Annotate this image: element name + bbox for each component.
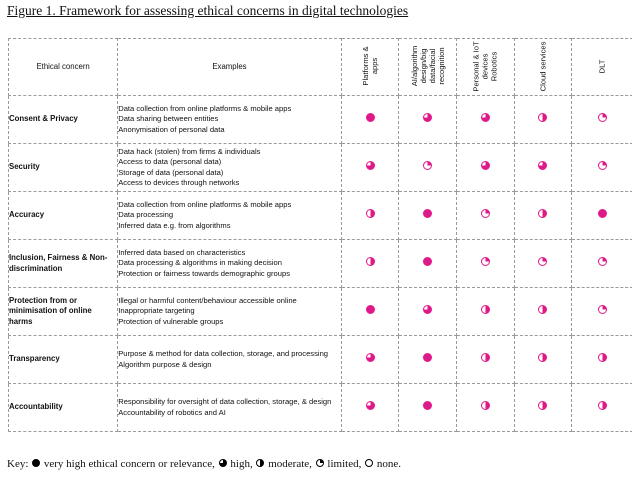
rating-cell — [572, 144, 632, 192]
key-label: Key: — [7, 458, 29, 470]
rating-limited-icon — [480, 256, 491, 267]
table-row — [9, 384, 632, 432]
rating-moderate-icon — [537, 400, 548, 411]
rating-very-high-icon — [31, 458, 41, 468]
header-tech-label-line: recognition — [436, 47, 446, 85]
rating-moderate-icon — [537, 112, 548, 123]
rating-cell — [572, 96, 632, 144]
key-symbol — [31, 458, 41, 471]
rating-cell — [457, 144, 515, 192]
header-ethical-concern: Ethical concern — [9, 39, 118, 96]
example-line: Purpose & method for data collection, storage, and processing — [118, 349, 329, 359]
rating-cell — [341, 384, 399, 432]
header-tech — [514, 39, 572, 96]
rating-cell — [514, 384, 572, 432]
rating-limited-icon — [597, 112, 608, 123]
key-text: limited, — [327, 458, 362, 470]
example-line: Data processing & algorithms in making decision — [118, 258, 282, 268]
rating-cell — [572, 336, 632, 384]
rating-cell — [457, 288, 515, 336]
examples-cell — [118, 96, 342, 144]
rating-limited-icon — [597, 256, 608, 267]
examples-cell — [118, 288, 342, 336]
header-tech-label-line: data/facial — [427, 49, 437, 84]
ethical-concern-cell: Transparency — [9, 336, 118, 384]
framework-table — [8, 38, 632, 432]
rating-high-icon — [422, 112, 433, 123]
example-line: Data hack (stolen) from firms & individuals — [118, 147, 261, 157]
examples-cell — [118, 192, 342, 240]
rating-high-icon — [218, 458, 228, 468]
example-line: Anonymisation of personal data — [118, 124, 225, 134]
example-line: Algorithm purpose & design — [118, 359, 212, 369]
rating-limited-icon — [597, 160, 608, 171]
rating-high-icon — [365, 352, 376, 363]
rating-cell — [514, 96, 572, 144]
header-tech-label-line: DLT — [597, 59, 607, 74]
rating-high-icon — [537, 160, 548, 171]
rating-very-high-icon — [365, 112, 376, 123]
example-line: Data processing — [118, 210, 174, 220]
key-item — [215, 458, 253, 470]
rating-moderate-icon — [480, 304, 491, 315]
rating-none-icon — [364, 458, 374, 468]
key-text: high, — [230, 458, 253, 470]
header-tech-label-line: Platforms & — [361, 46, 371, 87]
rating-cell — [514, 192, 572, 240]
rating-cell — [399, 384, 457, 432]
example-line: Inappropriate targeting — [118, 306, 195, 316]
rating-very-high-icon — [422, 400, 433, 411]
ethical-concern-cell: Security — [9, 144, 118, 192]
table-row — [9, 96, 632, 144]
header-tech-label-line: Robotics — [489, 51, 499, 82]
rating-high-icon — [480, 112, 491, 123]
example-line: Inferred data e.g. from algorithms — [118, 220, 231, 230]
rating-limited-icon — [537, 256, 548, 267]
table-body — [9, 96, 632, 432]
rating-moderate-icon — [480, 400, 491, 411]
example-line: Inferred data based on characteristics — [118, 248, 246, 258]
header-tech-label-line: Cloud services — [538, 41, 548, 92]
rating-limited-icon — [422, 160, 433, 171]
rating-cell — [572, 192, 632, 240]
header-examples: Examples — [118, 39, 342, 96]
table-row — [9, 240, 632, 288]
example-line: Responsibility for oversight of data collection, storage, & design — [118, 397, 332, 407]
rating-cell — [514, 336, 572, 384]
ethical-concern-cell: Protection from or minimisation of online harms — [9, 288, 118, 336]
rating-moderate-icon — [597, 400, 608, 411]
key-item — [361, 458, 401, 470]
key-symbol — [255, 458, 265, 471]
example-line: Storage of data (personal data) — [118, 167, 224, 177]
header-tech-label-line: AI/algorithm — [409, 46, 419, 87]
examples-cell — [118, 240, 342, 288]
header-tech — [341, 39, 399, 96]
example-line: Access to data (personal data) — [118, 157, 222, 167]
rating-moderate-icon — [537, 352, 548, 363]
example-line: Data sharing between entities — [118, 114, 219, 124]
rating-very-high-icon — [365, 304, 376, 315]
rating-cell — [457, 240, 515, 288]
key-symbol — [315, 458, 325, 471]
header-tech-label-line: apps — [370, 58, 380, 75]
rating-very-high-icon — [597, 208, 608, 219]
rating-cell — [572, 288, 632, 336]
examples-cell — [118, 384, 342, 432]
rating-cell — [399, 192, 457, 240]
rating-cell — [457, 384, 515, 432]
rating-cell — [341, 336, 399, 384]
header-tech — [399, 39, 457, 96]
rating-limited-icon — [315, 458, 325, 468]
example-line: Data collection from online platforms & mobile apps — [118, 200, 292, 210]
table-row — [9, 288, 632, 336]
rating-cell — [514, 240, 572, 288]
example-line: Illegal or harmful content/behaviour accessible online — [118, 296, 297, 306]
rating-high-icon — [422, 304, 433, 315]
example-line: Protection of vulnerable groups — [118, 316, 224, 326]
rating-moderate-icon — [597, 352, 608, 363]
rating-high-icon — [365, 400, 376, 411]
key-symbol — [364, 458, 374, 471]
rating-cell — [457, 96, 515, 144]
rating-limited-icon — [480, 208, 491, 219]
ethical-concern-cell: Consent & Privacy — [9, 96, 118, 144]
rating-very-high-icon — [422, 352, 433, 363]
rating-high-icon — [365, 160, 376, 171]
rating-cell — [341, 288, 399, 336]
table-row — [9, 192, 632, 240]
key-text: none. — [376, 458, 401, 470]
example-line: Accountability of robotics and AI — [118, 407, 226, 417]
rating-very-high-icon — [422, 208, 433, 219]
header-tech — [572, 39, 632, 96]
examples-cell — [118, 144, 342, 192]
rating-cell — [341, 192, 399, 240]
rating-cell — [399, 288, 457, 336]
rating-very-high-icon — [422, 256, 433, 267]
example-line: Access to devices through networks — [118, 177, 240, 187]
rating-cell — [514, 144, 572, 192]
key-symbol — [218, 458, 228, 471]
rating-cell — [457, 336, 515, 384]
rating-limited-icon — [597, 304, 608, 315]
rating-moderate-icon — [365, 208, 376, 219]
rating-cell — [341, 144, 399, 192]
header-tech-label-line: Personal & IoT — [471, 41, 481, 92]
rating-moderate-icon — [480, 352, 491, 363]
rating-high-icon — [480, 160, 491, 171]
rating-moderate-icon — [255, 458, 265, 468]
rating-cell — [572, 240, 632, 288]
rating-moderate-icon — [537, 304, 548, 315]
ethical-concern-cell: Accuracy — [9, 192, 118, 240]
key-legend — [7, 458, 401, 471]
rating-cell — [399, 336, 457, 384]
rating-cell — [399, 240, 457, 288]
table-row — [9, 144, 632, 192]
rating-moderate-icon — [365, 256, 376, 267]
example-line: Data collection from online platforms & mobile apps — [118, 104, 292, 114]
figure-title: Figure 1. Framework for assessing ethical concerns in digital technologies — [7, 3, 409, 18]
rating-cell — [399, 144, 457, 192]
key-item — [31, 458, 215, 470]
rating-cell — [514, 288, 572, 336]
header-row — [9, 39, 632, 96]
key-text: moderate, — [268, 458, 312, 470]
rating-cell — [341, 240, 399, 288]
rating-cell — [399, 96, 457, 144]
key-item — [253, 458, 312, 470]
key-item — [312, 458, 361, 470]
rating-cell — [572, 384, 632, 432]
rating-cell — [457, 192, 515, 240]
ethical-concern-cell: Accountability — [9, 384, 118, 432]
ethical-concern-cell: Inclusion, Fairness & Non-discrimination — [9, 240, 118, 288]
header-tech — [457, 39, 515, 96]
rating-cell — [341, 96, 399, 144]
example-line: Protection or fairness towards demographic groups — [118, 268, 291, 278]
header-tech-label-line: devices — [480, 53, 490, 80]
examples-cell — [118, 336, 342, 384]
header-tech-label-line: design/big — [418, 49, 428, 84]
key-text: very high ethical concern or relevance, — [43, 458, 215, 470]
rating-moderate-icon — [537, 208, 548, 219]
table-row — [9, 336, 632, 384]
